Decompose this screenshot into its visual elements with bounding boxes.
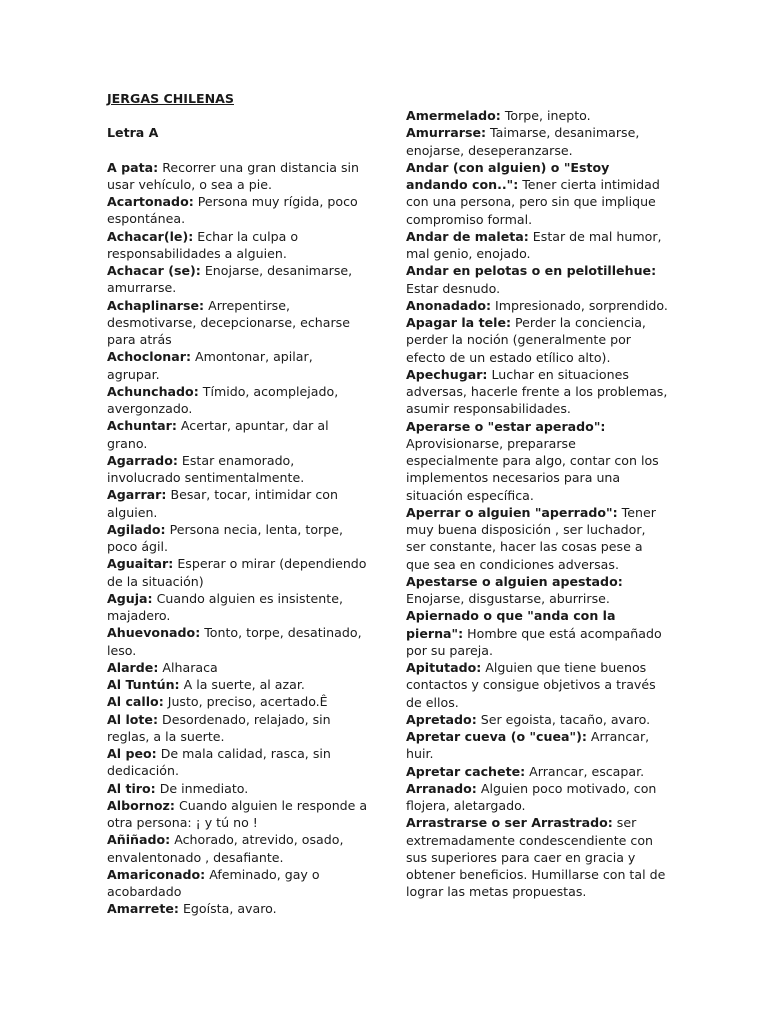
glossary-entry — [406, 262, 668, 297]
entry-definition: Taimarse, desanimarse, enojarse, deseperanzarse. — [406, 125, 640, 158]
glossary-entry — [107, 383, 369, 418]
entry-term: Al callo: — [107, 694, 164, 710]
entry-definition: Hombre que está acompañado por su pareja. — [406, 625, 662, 658]
left-entry-list — [107, 159, 369, 918]
entry-definition: Persona necia, lenta, torpe, poco ágil. — [107, 521, 343, 554]
entry-definition: Acertar, apuntar, dar al grano. — [107, 418, 329, 451]
left-column — [107, 90, 369, 918]
glossary-entry — [406, 107, 668, 124]
glossary-entry — [406, 297, 668, 314]
entry-definition: Arrepentirse, desmotivarse, decepcionarse, echarse para atrás — [107, 297, 350, 347]
entry-definition: Alguien que tiene buenos contactos y consigue objetivos a través de ellos. — [406, 660, 656, 710]
entry-term: Apechugar: — [406, 366, 488, 382]
entry-definition: Egoísta, avaro. — [178, 901, 277, 917]
entry-term: Apretado: — [406, 711, 477, 727]
glossary-entry — [107, 555, 369, 590]
glossary-entry — [406, 573, 668, 608]
glossary-entry — [406, 711, 668, 728]
entry-term: Andar de maleta: — [406, 228, 529, 244]
entry-term: Apagar la tele: — [406, 315, 512, 330]
entry-term: Agilado: — [107, 521, 166, 537]
entry-term: Achunchado: — [107, 383, 199, 399]
entry-term: A pata: — [107, 159, 159, 175]
entry-term: Agarrar: — [107, 487, 167, 503]
entry-definition: Aprovisionarse, prepararse especialmente para algo, contar con los implementos necesarios para una situación específica. — [406, 435, 659, 503]
glossary-entry — [406, 728, 668, 763]
glossary-entry — [107, 797, 369, 832]
glossary-entry — [107, 659, 369, 676]
entry-definition: Persona muy rígida, poco espontánea. — [107, 194, 358, 227]
entry-term: Arranado: — [406, 780, 477, 796]
glossary-entry — [406, 366, 668, 418]
section-heading: Letra A — [107, 125, 159, 141]
entry-term: Añiñado: — [107, 832, 171, 848]
entry-definition: Estar enamorado, involucrado sentimentalmente. — [107, 452, 305, 485]
glossary-entry — [107, 745, 369, 780]
glossary-entry — [107, 262, 369, 297]
glossary-entry — [107, 228, 369, 263]
entry-definition: Estar desnudo. — [406, 280, 501, 296]
entry-term: Aguaitar: — [107, 556, 174, 572]
entry-term: Achacar(le): — [107, 228, 194, 244]
entry-term: Aperarse o "estar aperado": — [406, 418, 606, 434]
glossary-entry — [107, 297, 369, 349]
glossary-entry — [107, 676, 369, 693]
entry-term: Ahuevonado: — [107, 625, 201, 641]
glossary-entry — [406, 780, 668, 815]
entry-term: Al peo: — [107, 746, 157, 761]
entry-definition: Enojarse, disgustarse, aburrirse. — [406, 591, 610, 606]
entry-definition: De inmediato. — [155, 780, 249, 796]
entry-term: Al lote: — [107, 711, 159, 727]
entry-term: Al tiro: — [107, 780, 156, 796]
entry-term: Amariconado: — [107, 866, 206, 882]
entry-term: Al Tuntún: — [107, 677, 180, 692]
entry-definition: Tener muy buena disposición , ser luchador, ser constante, hacer las cosas pese a que sea en condiciones adversas. — [406, 504, 656, 572]
entry-term: Acartonado: — [107, 194, 194, 209]
entry-definition: Perder la conciencia, perder la noción (generalmente por efecto de un estado etílico alto). — [406, 315, 646, 365]
glossary-entry — [406, 314, 668, 366]
entry-definition: Tonto, torpe, desatinado, leso. — [107, 625, 362, 658]
right-column — [406, 107, 668, 901]
entry-definition: Torpe, inepto. — [500, 108, 591, 123]
entry-definition: Cuando alguien le responde a otra persona: ¡ y tú no ! — [107, 797, 368, 830]
entry-term: Alarde: — [107, 659, 159, 675]
glossary-entry — [107, 693, 369, 710]
entry-term: Aguja: — [107, 590, 153, 606]
glossary-entry — [107, 417, 369, 452]
glossary-entry — [107, 521, 369, 556]
entry-term: Apestarse o alguien apestado: — [406, 573, 623, 589]
entry-term: Arrastrarse o ser Arrastrado: — [406, 815, 613, 831]
document-title: JERGAS CHILENAS — [107, 91, 234, 106]
entry-definition: Tímido, acomplejado, avergonzado. — [107, 383, 339, 416]
entry-definition: Recorrer una gran distancia sin usar vehículo, o sea a pie. — [107, 159, 359, 192]
glossary-entry — [107, 900, 369, 917]
entry-term: Apitutado: — [406, 660, 482, 675]
entry-term: Anonadado: — [406, 297, 492, 313]
entry-term: Amurrarse: — [406, 125, 487, 141]
entry-term: Achoclonar: — [107, 349, 191, 365]
glossary-entry — [107, 590, 369, 625]
glossary-entry — [107, 452, 369, 487]
glossary-entry — [107, 159, 369, 194]
entry-term: Apiernado o que "anda con la pierna": — [406, 608, 616, 641]
glossary-entry — [406, 659, 668, 711]
entry-definition: Esperar o mirar (dependiendo de la situación) — [107, 556, 367, 589]
entry-term: Aperrar o alguien "aperrado": — [406, 504, 618, 520]
entry-definition: Echar la culpa o responsabilidades a alguien. — [107, 228, 299, 261]
entry-definition: Alguien poco motivado, con flojera, aletargado. — [406, 780, 657, 813]
entry-term: Amarrete: — [107, 901, 179, 917]
glossary-entry — [107, 624, 369, 659]
entry-term: Andar (con alguien) o "Estoy andando con..": — [406, 159, 610, 192]
entry-definition: Desordenado, relajado, sin reglas, a la suerte. — [107, 711, 331, 744]
entry-definition: Estar de mal humor, mal genio, enojado. — [406, 228, 662, 261]
entry-definition: Tener cierta intimidad con una persona, pero sin que implique compromiso formal. — [406, 177, 660, 227]
glossary-entry — [406, 228, 668, 263]
glossary-entry — [406, 418, 668, 504]
glossary-entry — [107, 486, 369, 521]
entry-definition: Alharaca — [158, 659, 218, 675]
glossary-entry — [406, 124, 668, 159]
entry-definition: ser extremadamente condescendiente con sus superiores para caer en gracia y obtener beneficios. Humillarse con tal de lograr las metas propuestas. — [406, 815, 666, 900]
entry-definition: Ser egoista, tacaño, avaro. — [476, 711, 651, 727]
entry-definition: Besar, tocar, intimidar con alguien. — [107, 487, 338, 520]
entry-term: Andar en pelotas o en pelotillehue: — [406, 263, 657, 279]
entry-definition: Impresionado, sorprendido. — [491, 297, 668, 313]
entry-term: Achuntar: — [107, 418, 177, 434]
glossary-entry — [107, 193, 369, 228]
entry-term: Agarrado: — [107, 452, 178, 468]
entry-definition: Amontonar, apilar, agrupar. — [107, 349, 313, 382]
entry-definition: Justo, preciso, acertado.Ê — [163, 694, 328, 710]
entry-term: Albornoz: — [107, 797, 175, 813]
glossary-entry — [107, 780, 369, 797]
entry-definition: Afeminado, gay o acobardado — [107, 866, 320, 899]
glossary-entry — [107, 866, 369, 901]
entry-definition: Arrancar, huir. — [406, 729, 650, 762]
entry-definition: Arrancar, escapar. — [525, 763, 645, 779]
entry-definition: A la suerte, al azar. — [179, 677, 305, 692]
glossary-entry — [107, 348, 369, 383]
glossary-entry — [107, 711, 369, 746]
right-entry-list — [406, 107, 668, 901]
glossary-entry — [107, 831, 369, 866]
glossary-entry — [406, 159, 668, 228]
entry-definition: Luchar en situaciones adversas, hacerle frente a los problemas, asumir responsabilidades. — [406, 366, 668, 417]
glossary-entry — [406, 504, 668, 573]
glossary-entry — [406, 763, 668, 780]
entry-definition: Achorado, atrevido, osado, envalentonado , desafiante. — [107, 832, 344, 865]
entry-term: Achacar (se): — [107, 263, 201, 278]
entry-term: Apretar cachete: — [406, 763, 526, 779]
entry-term: Apretar cueva (o "cuea"): — [406, 729, 587, 744]
entry-definition: De mala calidad, rasca, sin dedicación. — [107, 746, 331, 779]
glossary-entry — [406, 814, 668, 900]
glossary-entry — [406, 607, 668, 659]
entry-term: Amermelado: — [406, 108, 501, 123]
entry-term: Achaplinarse: — [107, 297, 205, 313]
entry-definition: Cuando alguien es insistente, majadero. — [107, 590, 343, 623]
entry-definition: Enojarse, desanimarse, amurrarse. — [107, 263, 353, 296]
